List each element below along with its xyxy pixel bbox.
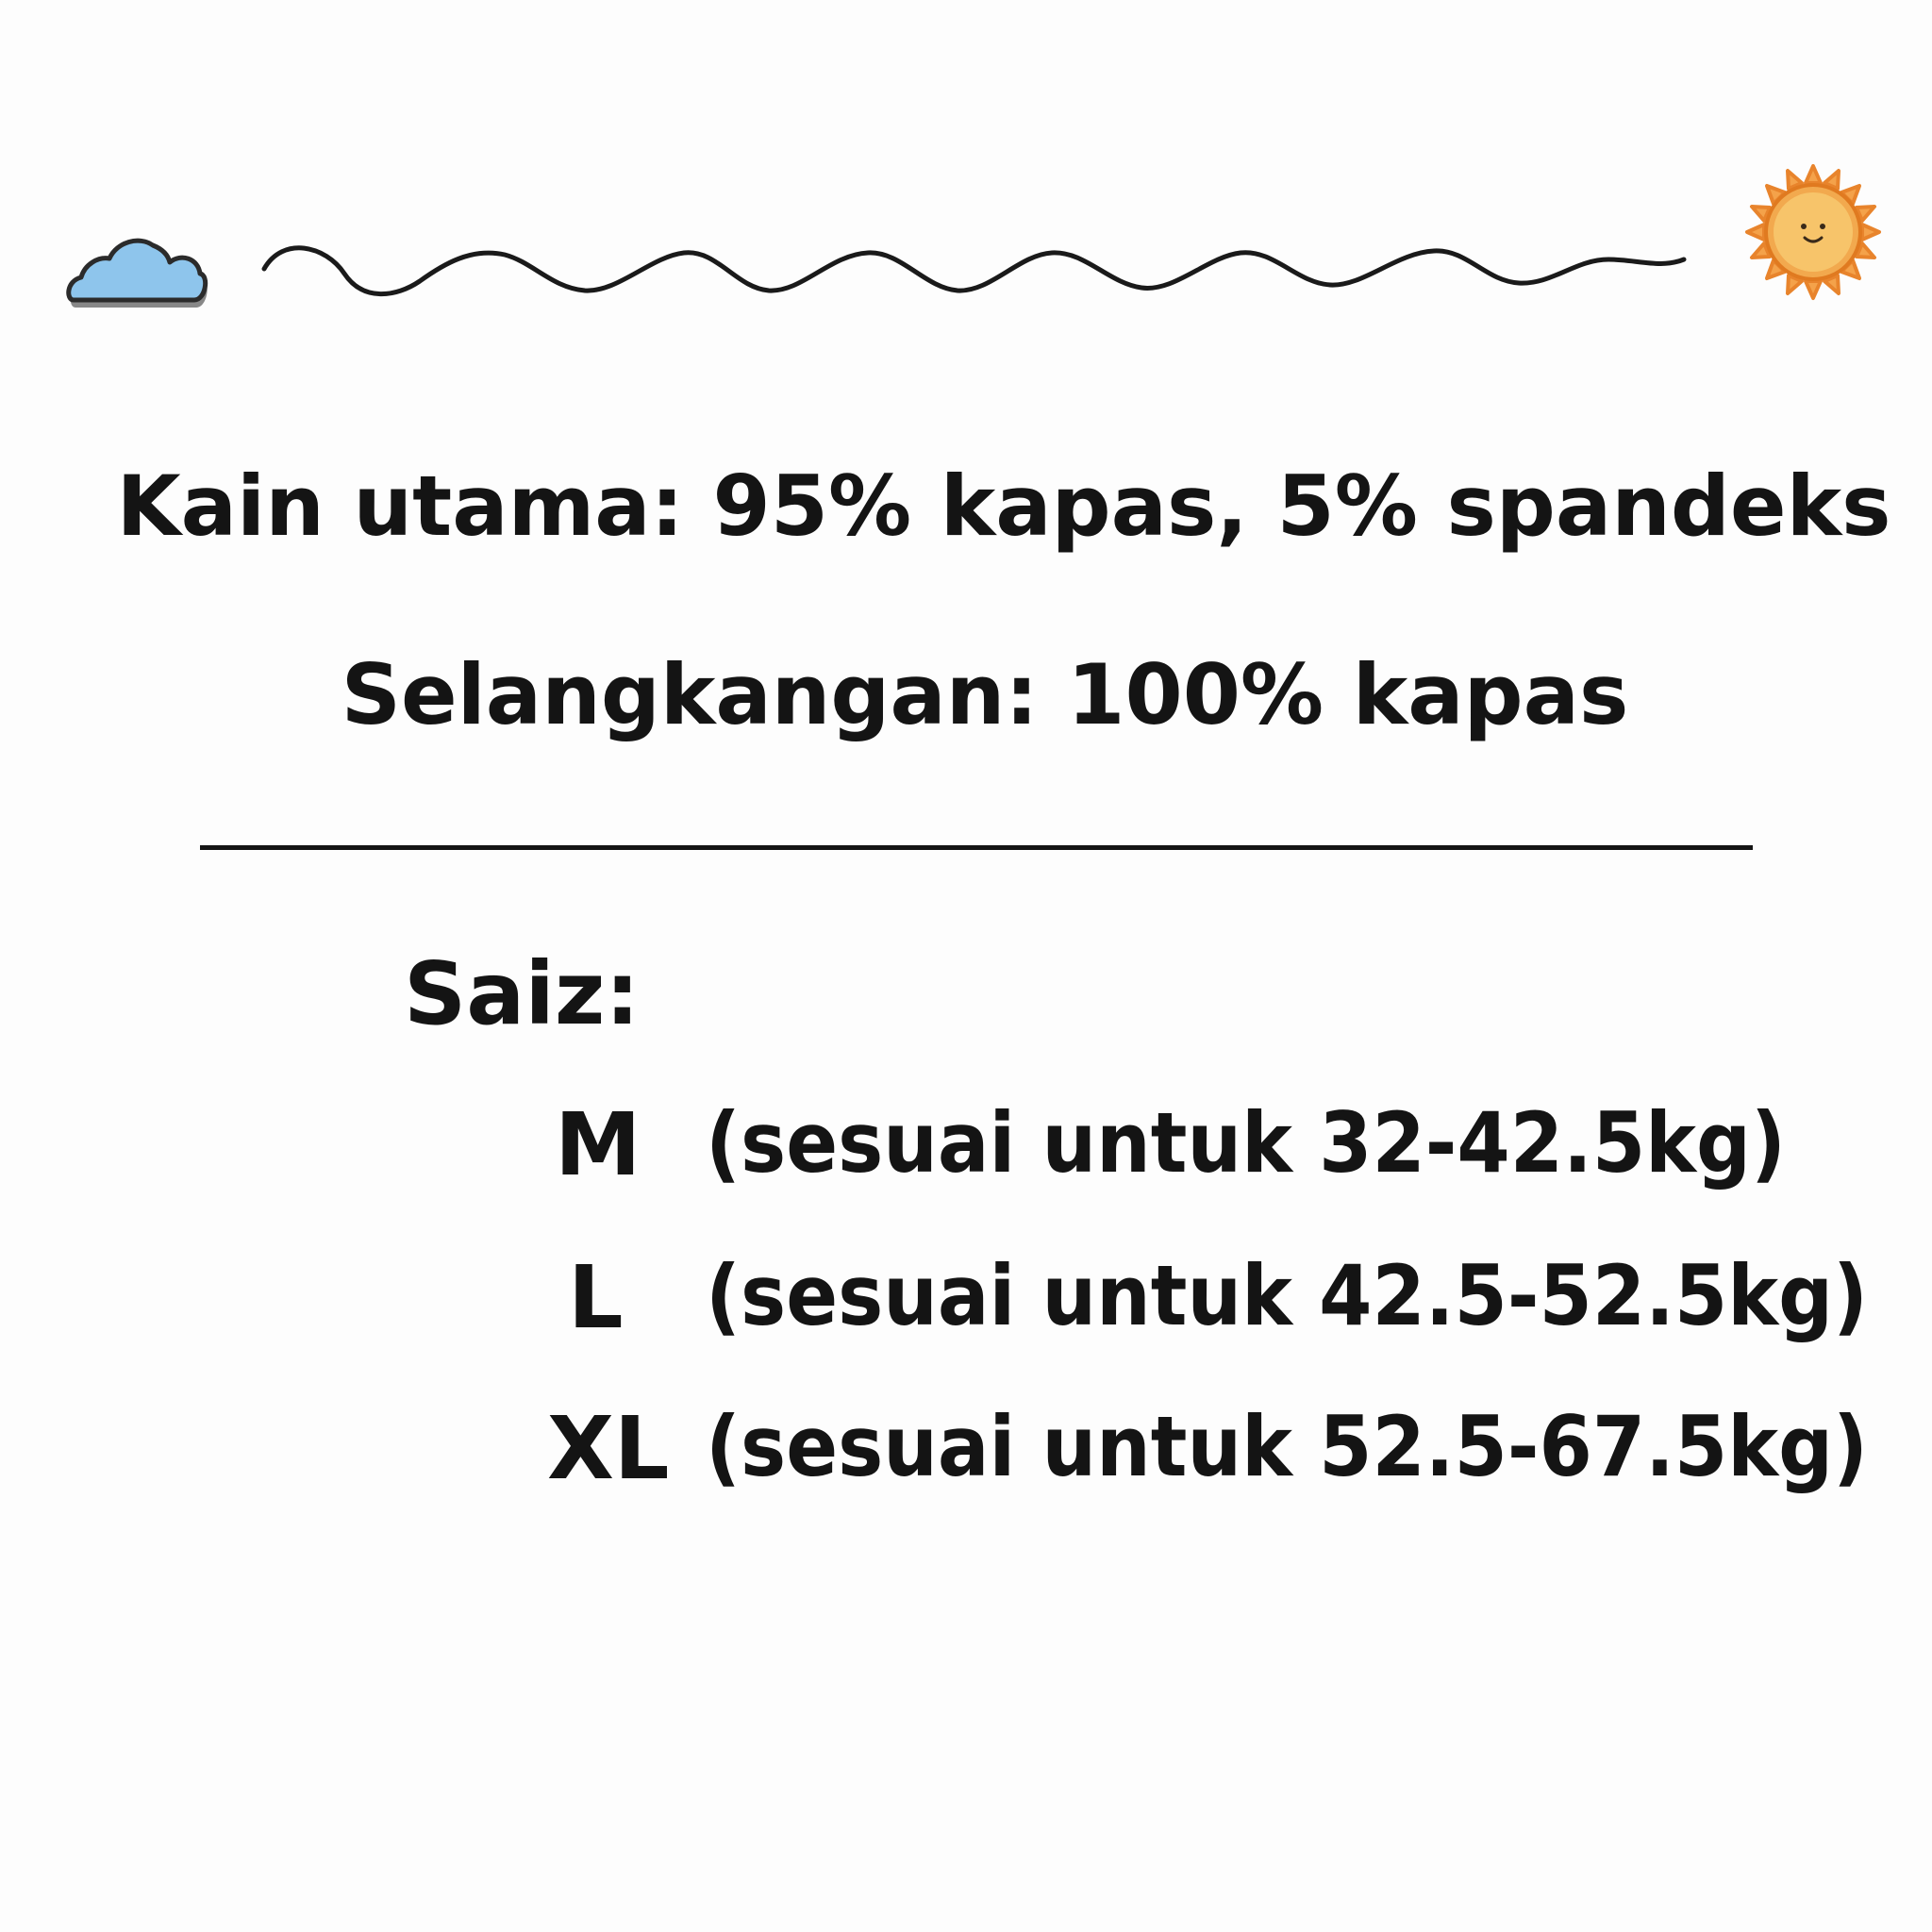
cloud-icon [69,241,208,308]
crotch-fabric-text: Selangkangan: 100% kapas [341,646,1629,743]
size-heading: Saiz: [404,943,641,1044]
size-code: L [568,1247,624,1348]
size-description: (sesuai untuk 32-42.5kg) [706,1094,1786,1191]
size-code: M [555,1094,641,1195]
main-fabric-text: Kain utama: 95% kapas, 5% spandeks [116,458,1891,555]
size-description: (sesuai untuk 52.5-67.5kg) [706,1398,1869,1495]
size-description: (sesuai untuk 42.5-52.5kg) [706,1247,1869,1344]
size-code: XL [547,1398,670,1499]
wavy-line [264,248,1684,294]
smiling-sun-icon [1747,166,1879,298]
divider-line [200,845,1753,850]
header-decoration [0,0,1932,321]
